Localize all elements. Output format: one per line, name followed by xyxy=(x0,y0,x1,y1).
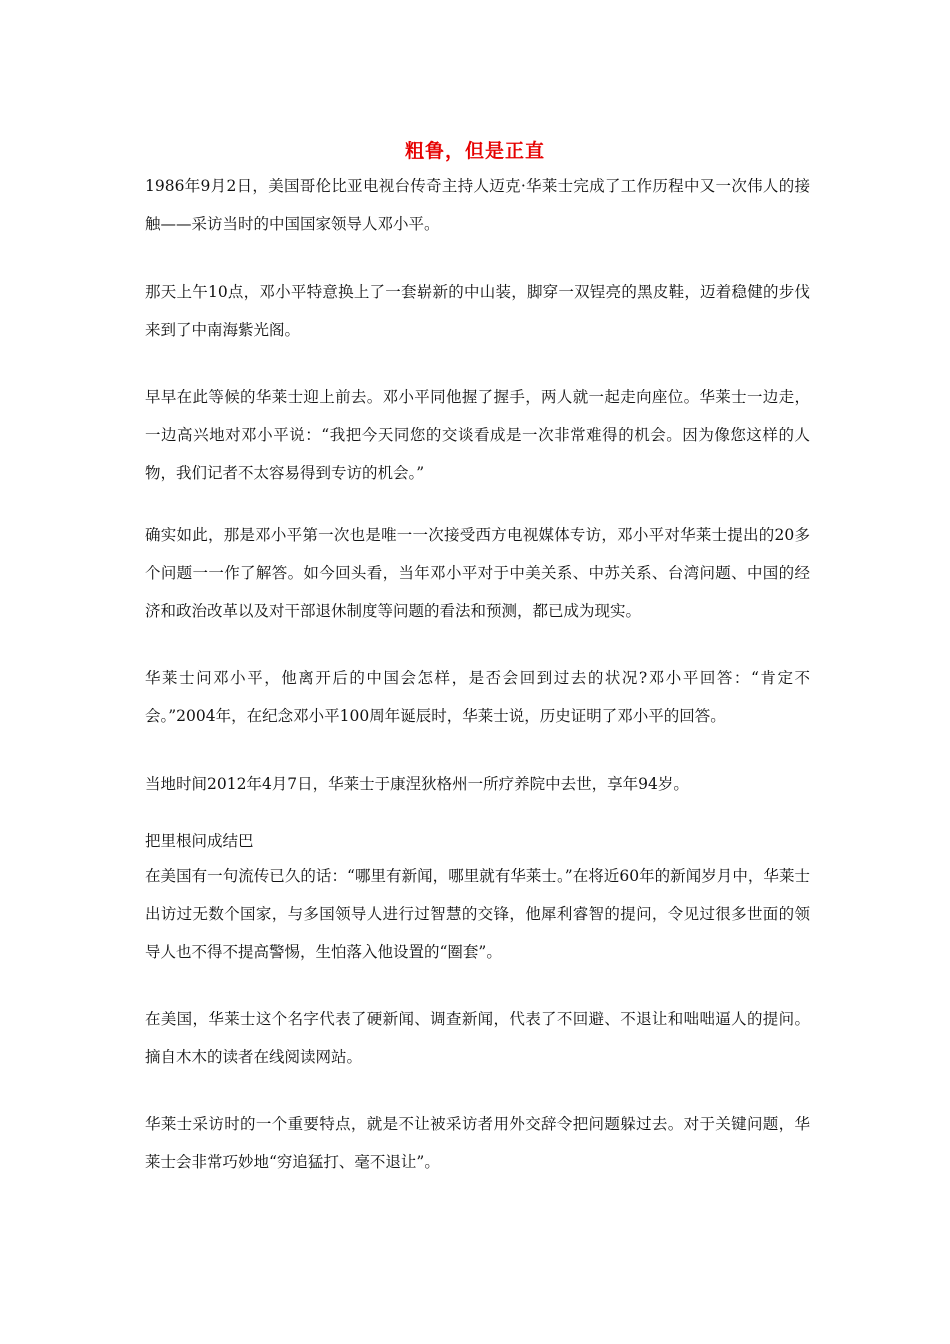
paragraph-death: 当地时间2012年4月7日，华莱士于康涅狄格州一所疗养院中去世，享年94岁。 xyxy=(145,775,689,793)
paragraph-future-question: 华莱士问邓小平，他离开后的中国会怎样，是否会回到过去的状况?邓小平回答：“肯定不会。”2004年，在纪念邓小平100周年诞辰时，华莱士说，历史证明了邓小平的回答。 xyxy=(145,669,810,725)
article-title: 粗鲁，但是正直 xyxy=(404,139,545,162)
paragraph-famous-saying: 在美国有一句流传已久的话：“哪里有新闻，哪里就有华莱士。”在将近60年的新闻岁月中，华莱士出访过无数个国家，与多国领导人进行过智慧的交锋，他犀利睿智的提问，令见过很多世面的领导人也不得不提高警惕，生怕落入他设置的“圈套”。 xyxy=(145,867,810,961)
section-heading: 把里根问成结巴 xyxy=(145,832,254,850)
paragraph-arrival: 那天上午10点，邓小平特意换上了一套崭新的中山装，脚穿一双锃亮的黑皮鞋，迈着稳健的步伐来到了中南海紫光阁。 xyxy=(145,283,810,339)
paragraph-only-interview: 确实如此，那是邓小平第一次也是唯一一次接受西方电视媒体专访，邓小平对华莱士提出的20多个问题一一作了解答。如今回头看，当年邓小平对于中美关系、中苏关系、台湾问题、中国的经济和政治改革以及对干部退休制度等问题的看法和预测，都已成为现实。 xyxy=(145,526,810,620)
paragraph-interview-style: 华莱士采访时的一个重要特点，就是不让被采访者用外交辞令把问题躲过去。对于关键问题，华莱士会非常巧妙地“穷追猛打、毫不退让”。 xyxy=(145,1115,810,1171)
paragraph-interview-intro: 1986年9月2日，美国哥伦比亚电视台传奇主持人迈克·华莱士完成了工作历程中又一次伟人的接触——采访当时的中国国家领导人邓小平。 xyxy=(145,177,810,233)
paragraph-greeting: 早早在此等候的华莱士迎上前去。邓小平同他握了握手，两人就一起走向座位。华莱士一边走，一边高兴地对邓小平说：“我把今天同您的交谈看成是一次非常难得的机会。因为像您这样的人物，我们记者不太容易得到专访的机会。” xyxy=(145,388,810,482)
paragraph-hard-news: 在美国，华莱士这个名字代表了硬新闻、调查新闻，代表了不回避、不退让和咄咄逼人的提问。摘自木木的读者在线阅读网站。 xyxy=(145,1010,810,1066)
